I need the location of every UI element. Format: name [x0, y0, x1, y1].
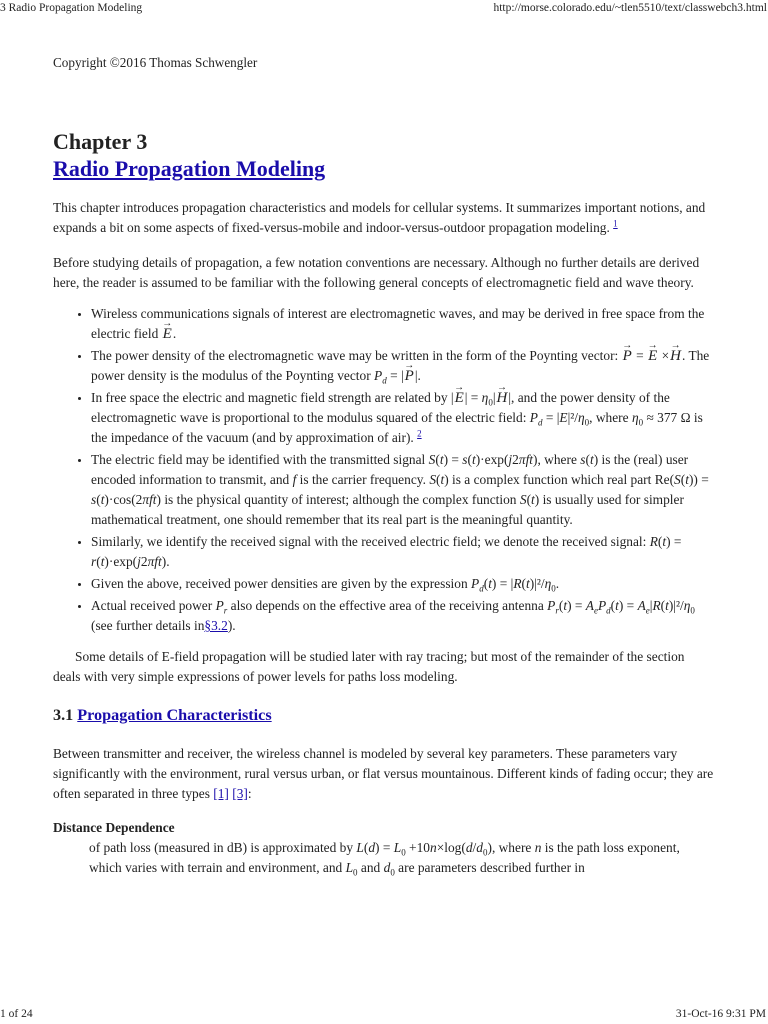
footer-page-count: 1 of 24: [0, 1008, 33, 1020]
list-item: • The electric field may be identified with the transmitted signal S(t) = s(t)·exp(j2πft), where s(t) is the (real) user encoded information to transmit, and f is the carrier frequency. S(t) is a complex function which real part Re(S(t)) = s(t)·cos(2πft) is the physical quantity of interest; although the complex function S(t) is usually used for simpler mathematical treatment, one should remember that its real part is the meaningful quantity.: [91, 450, 715, 530]
footer-datetime: 31-Oct-16 9:31 PM: [675, 1008, 766, 1020]
section-link-3-2[interactable]: §3.2: [204, 618, 228, 633]
intro-paragraph-2: Before studying details of propagation, a few notation conventions are necessary. Although no further details are derived here, the reader is assumed to be familiar with the following general concepts of electromagnetic field and wave theory.: [53, 255, 700, 290]
header-url: http://morse.colorado.edu/~tlen5510/text/classwebch3.html: [493, 2, 767, 14]
footnote-link-2[interactable]: 2: [417, 428, 422, 439]
header-page-title: 3 Radio Propagation Modeling: [0, 2, 143, 14]
list-item: • Given the above, received power densities are given by the expression $P_d(t) = |R(t)|^2/\eta_0$.: [91, 574, 715, 594]
reference-link-3[interactable]: [3]: [232, 786, 248, 801]
list-item: • Similarly, we identify the received signal with the received electric field; we denote the received signal: R(t) = r(t)·exp(j2πft).: [91, 532, 715, 572]
definition-term: Distance Dependence: [53, 820, 175, 835]
list-item: • In free space the electric and magnetic field strength are related by |→ $E| = \eta_0|\to H|$, and the power density of the electromagnetic wave is proportional to the modulus squared of the electric field: $P_d = |E|^2/\eta_0$, where $\eta_0 \approx 377$ Ω is the impedance of the vacuum (and by approximation of air). $^2$: [91, 388, 715, 448]
list-item: • The power density of the electromagnetic wave may be written in the form of the Poynting vector: → P = → E ×→ H. The power density is the modulus of the Poynting vector $P_d$ = |→ P|.: [91, 346, 715, 386]
section-3-1-paragraph: Between transmitter and receiver, the wireless channel is modeled by several key parameters. These parameters vary significantly with the environment, rural versus urban, or flat versus mountainous. Different kinds of fading occur; they are often separated in three types [1] [3]:: [53, 746, 714, 801]
intro-paragraph-1: This chapter introduces propagation characteristics and models for cellular systems. It summarizes important notions, and expands a bit on some aspects of fixed-versus-mobile and indoor-versus-outdoor propagation modeling. $^1$: [53, 200, 706, 235]
copyright-notice: Copyright ©2016 Thomas Schwengler: [53, 55, 258, 70]
chapter-title-link[interactable]: Radio Propagation Modeling: [53, 156, 326, 181]
list-item: • Actual received power $P_r$ also depends on the effective area of the receiving antenna $P_r(t) = A_eP_d(t) = A_e|R(t)|^2/\eta_0$ (see further details in§3.2).: [91, 596, 715, 636]
section-title-link[interactable]: Propagation Characteristics: [77, 706, 272, 724]
footnote-link-1[interactable]: 1: [613, 218, 618, 229]
definition-body: of path loss (measured in dB) is approximated by $L(d) = L_0 +10n\times\log(d/d_0)$, where n is the path loss exponent, which varies with terrain and environment, and $L_0$ and $d_0$ are parameters described further in: [89, 840, 680, 878]
reference-link-1[interactable]: [1]: [213, 786, 229, 801]
section-heading-3-1: 3.1 Propagation Characteristics: [53, 706, 272, 724]
after-list-paragraph: Some details of E-field propagation will be studied later with ray tracing; but most of the remainder of the section deals with very simple expressions of power levels for paths loss modeling.: [53, 649, 685, 684]
concepts-list: [53, 304, 715, 636]
document-body: [53, 53, 715, 878]
chapter-number: Chapter 3: [53, 129, 148, 154]
list-item: • Wireless communications signals of interest are electromagnetic waves, and may be derived in free space from the electric field → E.: [91, 304, 715, 344]
